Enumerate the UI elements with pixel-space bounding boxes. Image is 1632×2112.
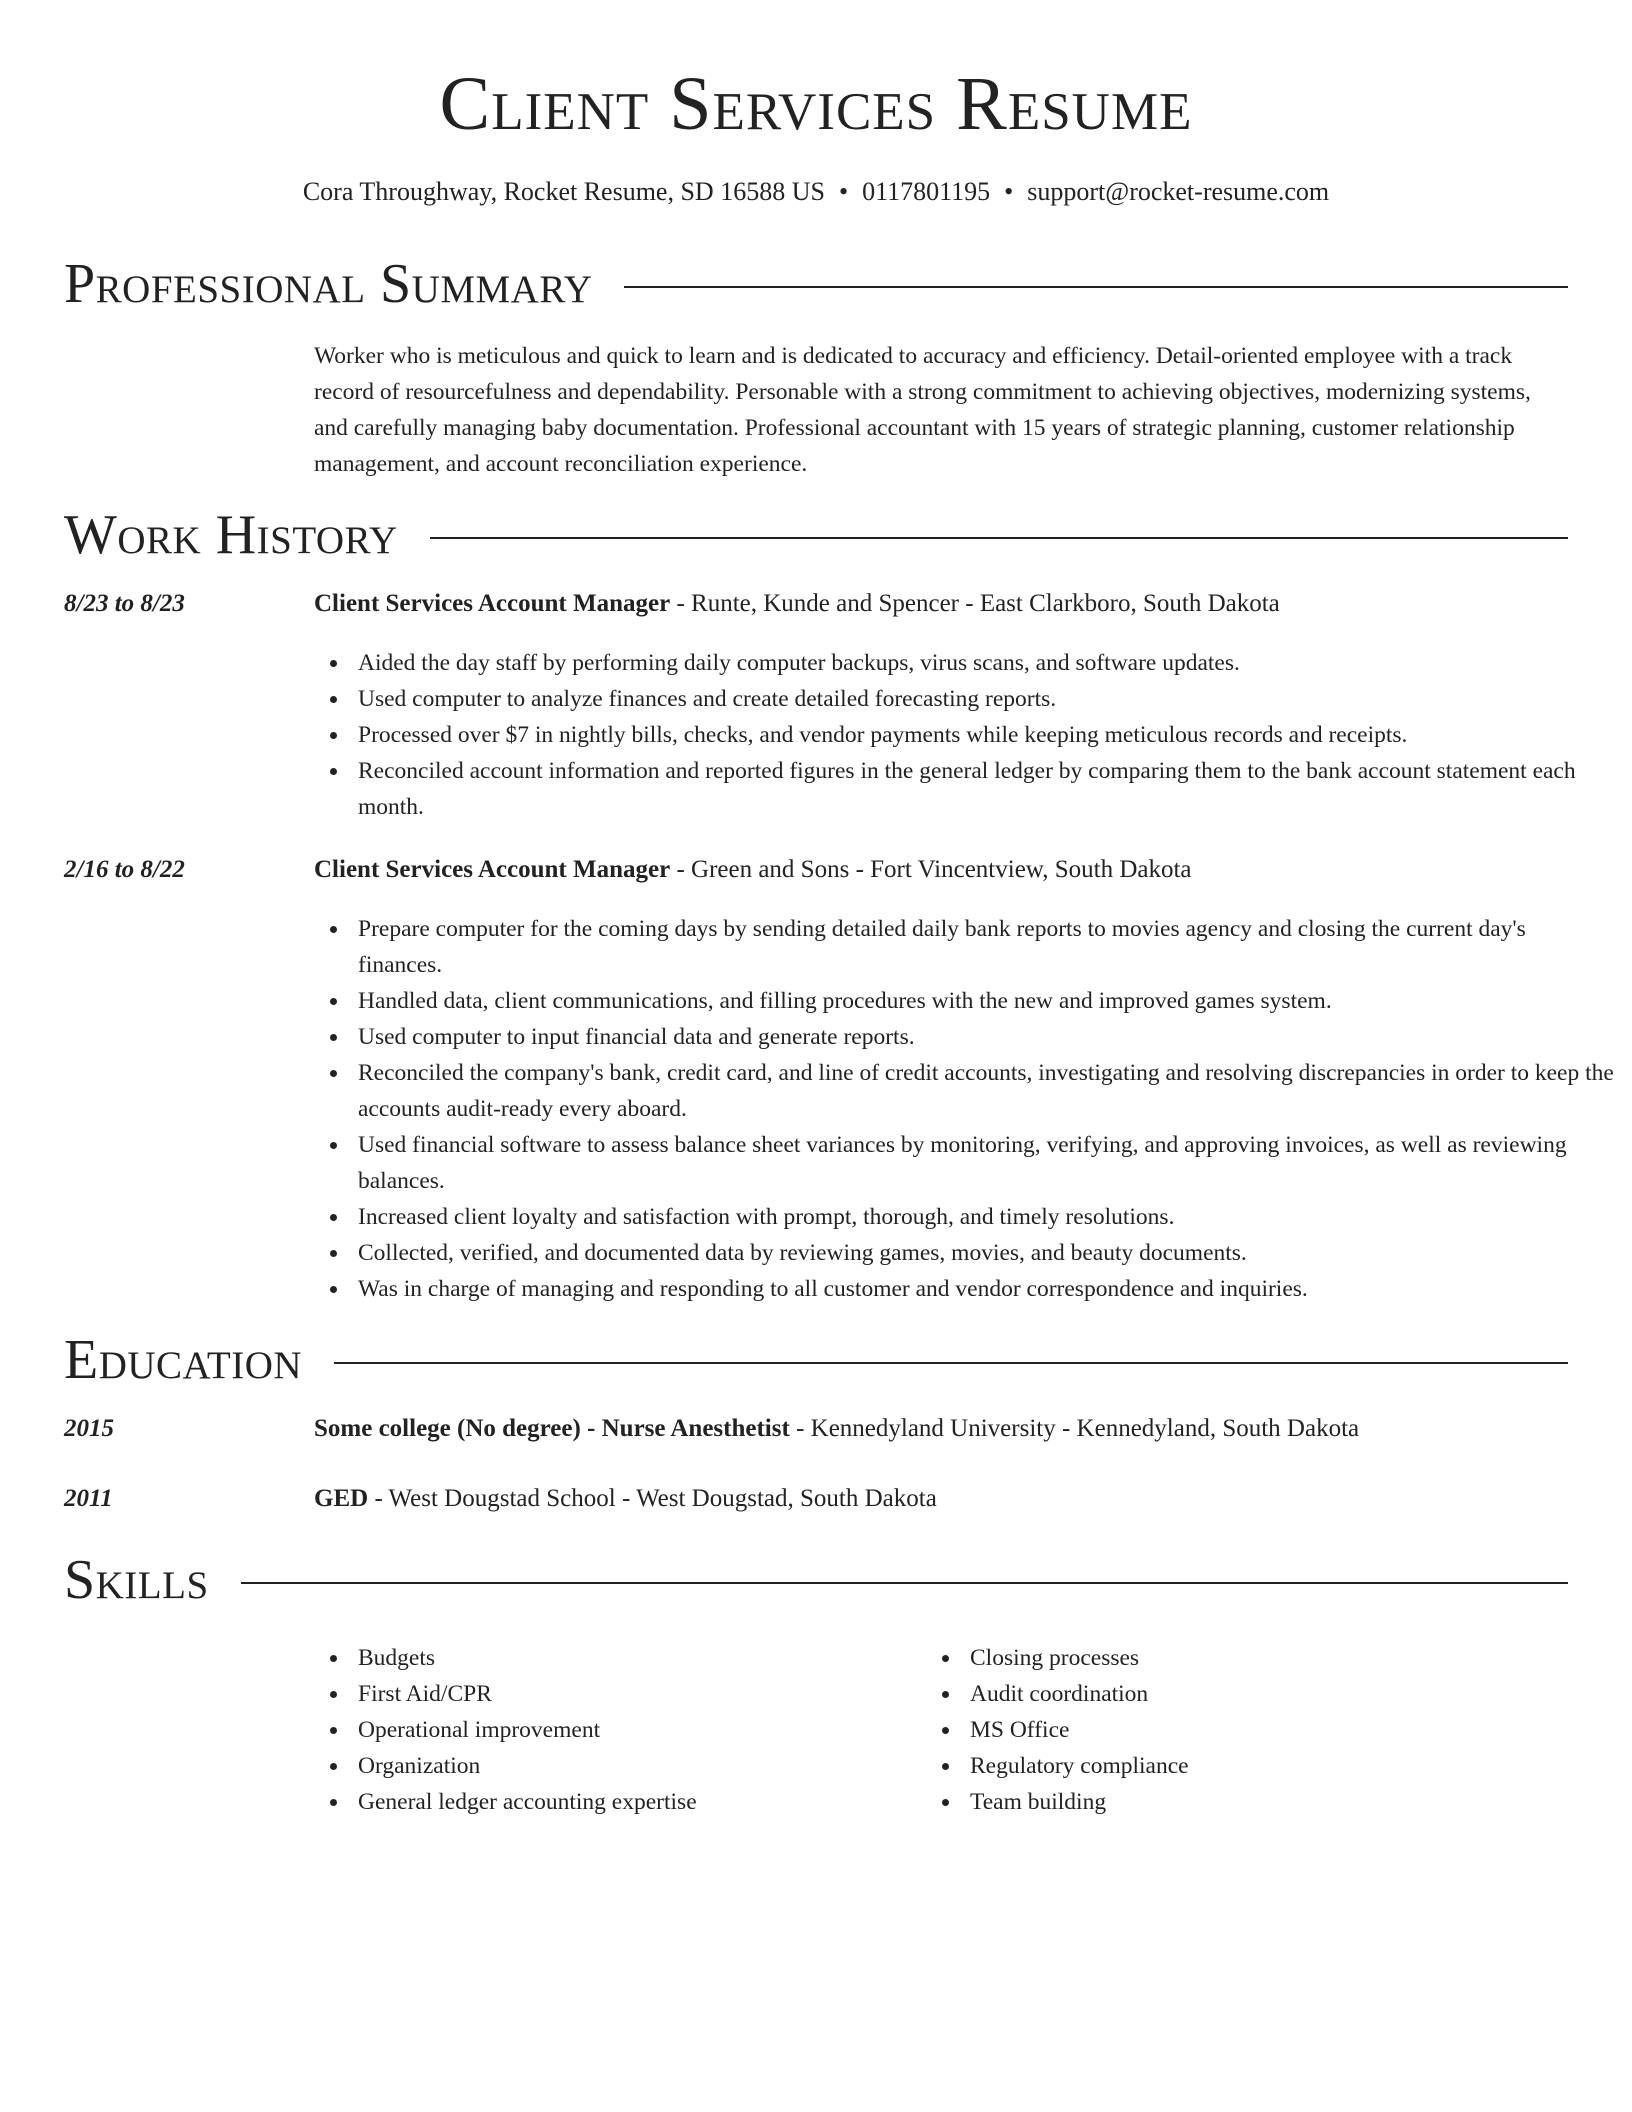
contact-separator: • xyxy=(838,177,849,206)
section-title: Education xyxy=(64,1329,303,1391)
list-item: Handled data, client communications, and filling procedures with the new and improved games system. xyxy=(358,983,1614,1019)
list-item: Used financial software to assess balance sheet variances by monitoring, verifying, and approving invoices, as well as reviewing balances. xyxy=(358,1127,1614,1199)
skills-list-left xyxy=(314,1640,697,1820)
list-item: Prepare computer for the coming days by sending detailed daily bank reports to movies agency and closing the current day's finances. xyxy=(358,911,1614,983)
list-item: Aided the day staff by performing daily computer backups, virus scans, and software updates. xyxy=(358,645,1614,681)
section-title: Skills xyxy=(64,1549,209,1611)
skill-item: Operational improvement xyxy=(358,1712,697,1748)
job-bullets xyxy=(314,645,1614,825)
skill-item: General ledger accounting expertise xyxy=(358,1784,697,1820)
summary-text: Worker who is meticulous and quick to learn and is dedicated to accuracy and efficiency. Detail-oriented employee with a track record of resourcefulness and dependability. Personable with a strong commitment to achieving objectives, modernizing systems, and carefully managing baby documentation. Professional accountant with 15 years of strategic planning, customer relationship management, and account reconciliation experience. xyxy=(314,343,1531,477)
list-item: Used computer to analyze finances and create detailed forecasting reports. xyxy=(358,681,1614,717)
education-degree: GED xyxy=(314,1485,369,1512)
skills-heading xyxy=(64,1548,1568,1612)
list-item: Collected, verified, and documented data by reviewing games, movies, and beauty documents. xyxy=(358,1235,1614,1271)
list-item: Used computer to input financial data and generate reports. xyxy=(358,1019,1614,1055)
skill-item: First Aid/CPR xyxy=(358,1676,697,1712)
education-heading-line xyxy=(314,1481,937,1517)
job-heading xyxy=(314,852,1192,888)
contact-phone: 0117801195 xyxy=(862,177,991,206)
education-heading-line xyxy=(314,1411,1359,1447)
contact-email: support@rocket-resume.com xyxy=(1027,177,1330,206)
skill-item: Budgets xyxy=(358,1640,697,1676)
skill-item: MS Office xyxy=(970,1712,1189,1748)
job-heading xyxy=(314,586,1280,622)
job-dates: 8/23 to 8/23 xyxy=(64,590,185,617)
job-role: Client Services Account Manager xyxy=(314,856,671,883)
skill-item: Organization xyxy=(358,1748,697,1784)
skills-list-right xyxy=(926,1640,1189,1820)
section-divider xyxy=(334,1362,1568,1364)
education-heading xyxy=(64,1328,1568,1392)
resume-title: Client Services Resume xyxy=(439,62,1193,146)
section-title: Work History xyxy=(64,504,398,566)
job-dates: 2/16 to 8/22 xyxy=(64,856,185,883)
education-school: - Kennedyland University - Kennedyland, South Dakota xyxy=(789,1415,1360,1442)
skill-item: Closing processes xyxy=(970,1640,1189,1676)
education-year: 2011 xyxy=(64,1485,113,1512)
section-divider xyxy=(624,286,1568,288)
list-item: Reconciled account information and reported figures in the general ledger by comparing them to the bank account statement each month. xyxy=(358,753,1614,825)
education-year: 2015 xyxy=(64,1415,114,1442)
list-item: Processed over $7 in nightly bills, checks, and vendor payments while keeping meticulous records and receipts. xyxy=(358,717,1614,753)
section-divider xyxy=(241,1582,1568,1584)
skill-item: Audit coordination xyxy=(970,1676,1189,1712)
skill-item: Regulatory compliance xyxy=(970,1748,1189,1784)
summary-heading xyxy=(64,252,1568,316)
job-role: Client Services Account Manager xyxy=(314,590,671,617)
job-bullets xyxy=(314,911,1614,1307)
work-heading xyxy=(64,503,1568,567)
education-school: - West Dougstad School - West Dougstad, South Dakota xyxy=(368,1485,937,1512)
contact-line xyxy=(0,176,1632,208)
contact-separator: • xyxy=(1004,177,1014,206)
list-item: Increased client loyalty and satisfaction with prompt, thorough, and timely resolutions. xyxy=(358,1199,1614,1235)
education-degree: Some college (No degree) - Nurse Anesthetist xyxy=(314,1415,790,1442)
job-employer: - Green and Sons - Fort Vincentview, South Dakota xyxy=(670,856,1192,883)
contact-address: Cora Throughway, Rocket Resume, SD 16588 US xyxy=(302,177,825,206)
section-title: Professional Summary xyxy=(64,253,593,315)
job-employer: - Runte, Kunde and Spencer - East Clarkboro, South Dakota xyxy=(670,590,1280,617)
section-divider xyxy=(430,537,1568,539)
skill-item: Team building xyxy=(970,1784,1189,1820)
list-item: Reconciled the company's bank, credit card, and line of credit accounts, investigating and resolving discrepancies in order to keep the accounts audit-ready every aboard. xyxy=(358,1055,1614,1127)
list-item: Was in charge of managing and responding to all customer and vendor correspondence and inquiries. xyxy=(358,1271,1614,1307)
